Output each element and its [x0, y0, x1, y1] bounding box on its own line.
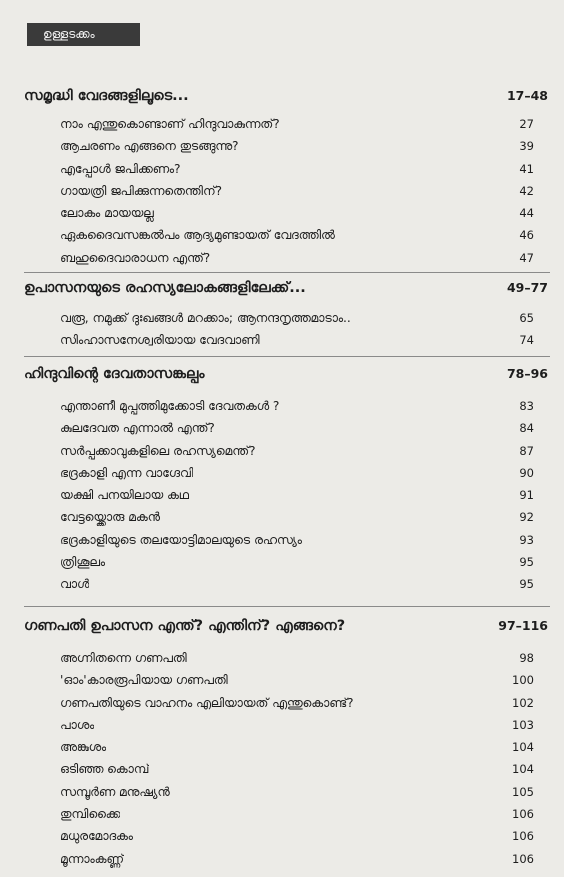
section-title: സമൃദ്ധി വേദങ്ങളിലൂടെ... [24, 88, 189, 104]
entry-title: എപ്പോൾ ജപിക്കണം? [60, 161, 181, 176]
entry-page: 92 [519, 510, 534, 525]
entry-page: 104 [512, 740, 534, 755]
toc-entry[interactable] [60, 825, 534, 847]
entry-title: ലോകം മായയല്ല [60, 206, 154, 221]
entry-title: ഭദ്രകാളിയുടെ തലയോട്ടിമാലയുടെ രഹസ്യം [60, 532, 302, 547]
entry-page: 83 [519, 399, 534, 413]
toc-entry[interactable] [60, 506, 534, 528]
section-title: ഹിന്ദുവിന്റെ ദേവതാസങ്കല്പം [24, 366, 205, 382]
entry-page: 39 [519, 139, 534, 154]
toc-entry[interactable] [60, 529, 534, 551]
toc-entry[interactable] [60, 736, 534, 758]
entry-page: 93 [519, 532, 534, 547]
section-entry-list [60, 395, 534, 596]
toc-entry[interactable] [60, 484, 534, 506]
section-title: ഉപാസനയുടെ രഹസ്യലോകങ്ങളിലേക്ക്... [24, 280, 306, 296]
entry-page: 95 [519, 577, 534, 592]
entry-page: 100 [512, 673, 534, 688]
entry-page: 44 [519, 206, 534, 221]
entry-title: അഗ്നിതന്നെ ഗണപതി [60, 651, 187, 665]
contents-header-label: ഉള്ളടക്കം [43, 27, 95, 41]
section-divider [24, 272, 550, 273]
entry-title: ഗണപതിയുടെ വാഹനം എലിയായത് എന്തുകൊണ്ട്? [60, 695, 354, 710]
entry-page: 74 [519, 333, 534, 348]
section-page-range: 49–77 [506, 280, 548, 295]
entry-title: ബഹുദൈവാരാധന എന്ത്? [60, 250, 211, 265]
section-divider [24, 606, 550, 607]
section-heading[interactable] [24, 88, 548, 104]
toc-entry[interactable] [60, 803, 534, 825]
toc-entry[interactable] [60, 202, 534, 224]
contents-header-tab [27, 23, 140, 46]
toc-entry[interactable] [60, 224, 534, 246]
entry-title: ഗായത്രി ജപിക്കുന്നതെന്തിന്? [60, 183, 223, 198]
section-page-range: 78–96 [506, 366, 548, 381]
entry-title: ത്രിശൂലം [60, 555, 105, 570]
entry-title: മൂന്നാംകണ്ണ് [60, 851, 124, 866]
toc-entry[interactable] [60, 848, 534, 870]
toc-entry[interactable] [60, 669, 534, 691]
toc-entry[interactable] [60, 440, 534, 462]
entry-title: ഏകദൈവസങ്കൽപം ആദ്യമുണ്ടായത് വേദത്തിൽ [60, 228, 335, 243]
entry-title: കുലദേവത എന്നാൽ എന്ത്? [60, 421, 215, 436]
section-heading[interactable] [24, 280, 548, 296]
entry-title: ഒടിഞ്ഞ കൊമ്പ് [60, 762, 150, 777]
section-heading[interactable] [24, 366, 548, 382]
section-page-range: 17–48 [506, 88, 548, 103]
entry-title: വാൾ [60, 577, 90, 592]
entry-title: യക്ഷി പനയിലായ കഥ [60, 488, 189, 503]
section-heading[interactable] [24, 618, 548, 634]
entry-title: വരൂ, നമുക്ക് ദുഃഖങ്ങൾ മറക്കാം; ആനന്ദനൃത്തമാടാം.. [60, 311, 351, 325]
toc-entry[interactable] [60, 573, 534, 595]
entry-page: 98 [519, 651, 534, 665]
toc-entry[interactable] [60, 417, 534, 439]
entry-page: 65 [519, 311, 534, 325]
toc-entry[interactable] [60, 462, 534, 484]
section-entry-list [60, 307, 534, 352]
entry-title: സർപ്പക്കാവുകളിലെ രഹസ്യമെന്ത്? [60, 443, 256, 458]
toc-entry[interactable] [60, 714, 534, 736]
toc-entry[interactable] [60, 307, 534, 329]
entry-title: 'ഓം'കാരരൂപിയായ ഗണപതി [60, 673, 228, 688]
toc-entry[interactable] [60, 180, 534, 202]
entry-page: 106 [512, 851, 534, 866]
entry-page: 27 [519, 117, 534, 131]
entry-page: 104 [512, 762, 534, 777]
toc-entry[interactable] [60, 781, 534, 803]
toc-entry[interactable] [60, 135, 534, 157]
entry-title: തുമ്പിക്കൈ [60, 807, 121, 822]
entry-title: നാം എന്തുകൊണ്ടാണ് ഹിന്ദുവാകുന്നത്? [60, 117, 280, 131]
entry-page: 90 [519, 465, 534, 480]
entry-page: 41 [519, 161, 534, 176]
section-entry-list [60, 113, 534, 269]
entry-title: ആചരണം എങ്ങനെ തുടങ്ങുന്നു? [60, 139, 239, 154]
entry-page: 106 [512, 829, 534, 844]
entry-title: വേട്ടയ്ക്കൊരു മകൻ [60, 510, 160, 525]
toc-entry[interactable] [60, 113, 534, 135]
entry-title: എന്താണീ മുപ്പത്തിമുക്കോടി ദേവതകൾ ? [60, 399, 280, 413]
entry-title: അങ്കുശം [60, 740, 107, 755]
entry-page: 105 [512, 784, 534, 799]
entry-page: 47 [519, 250, 534, 265]
section-page-range: 97–116 [498, 618, 548, 633]
entry-page: 102 [512, 695, 534, 710]
entry-page: 46 [519, 228, 534, 243]
toc-entry[interactable] [60, 158, 534, 180]
entry-title: സമ്പൂർണ മനുഷ്യൻ [60, 784, 170, 799]
entry-page: 42 [519, 183, 534, 198]
toc-entry[interactable] [60, 692, 534, 714]
toc-entry[interactable] [60, 551, 534, 573]
toc-entry[interactable] [60, 329, 534, 351]
entry-title: പാശം [60, 717, 95, 732]
entry-page: 95 [519, 555, 534, 570]
entry-page: 84 [519, 421, 534, 436]
entry-page: 103 [512, 717, 534, 732]
entry-page: 91 [519, 488, 534, 503]
entry-title: മധുരമോദകം [60, 829, 133, 844]
entry-title: ഭദ്രകാളി എന്ന വാഗ്ദേവി [60, 465, 194, 480]
entry-page: 87 [519, 443, 534, 458]
toc-entry[interactable] [60, 758, 534, 780]
toc-entry[interactable] [60, 247, 534, 269]
section-divider [24, 356, 550, 357]
section-entry-list [60, 647, 534, 870]
section-title: ഗണപതി ഉപാസന എന്ത്? എന്തിന്? എങ്ങനെ? [24, 618, 346, 634]
toc-entry[interactable] [60, 647, 534, 669]
toc-entry[interactable] [60, 395, 534, 417]
entry-page: 106 [512, 807, 534, 822]
entry-title: സിംഹാസനേശ്വരിയായ വേദവാണി [60, 333, 260, 348]
